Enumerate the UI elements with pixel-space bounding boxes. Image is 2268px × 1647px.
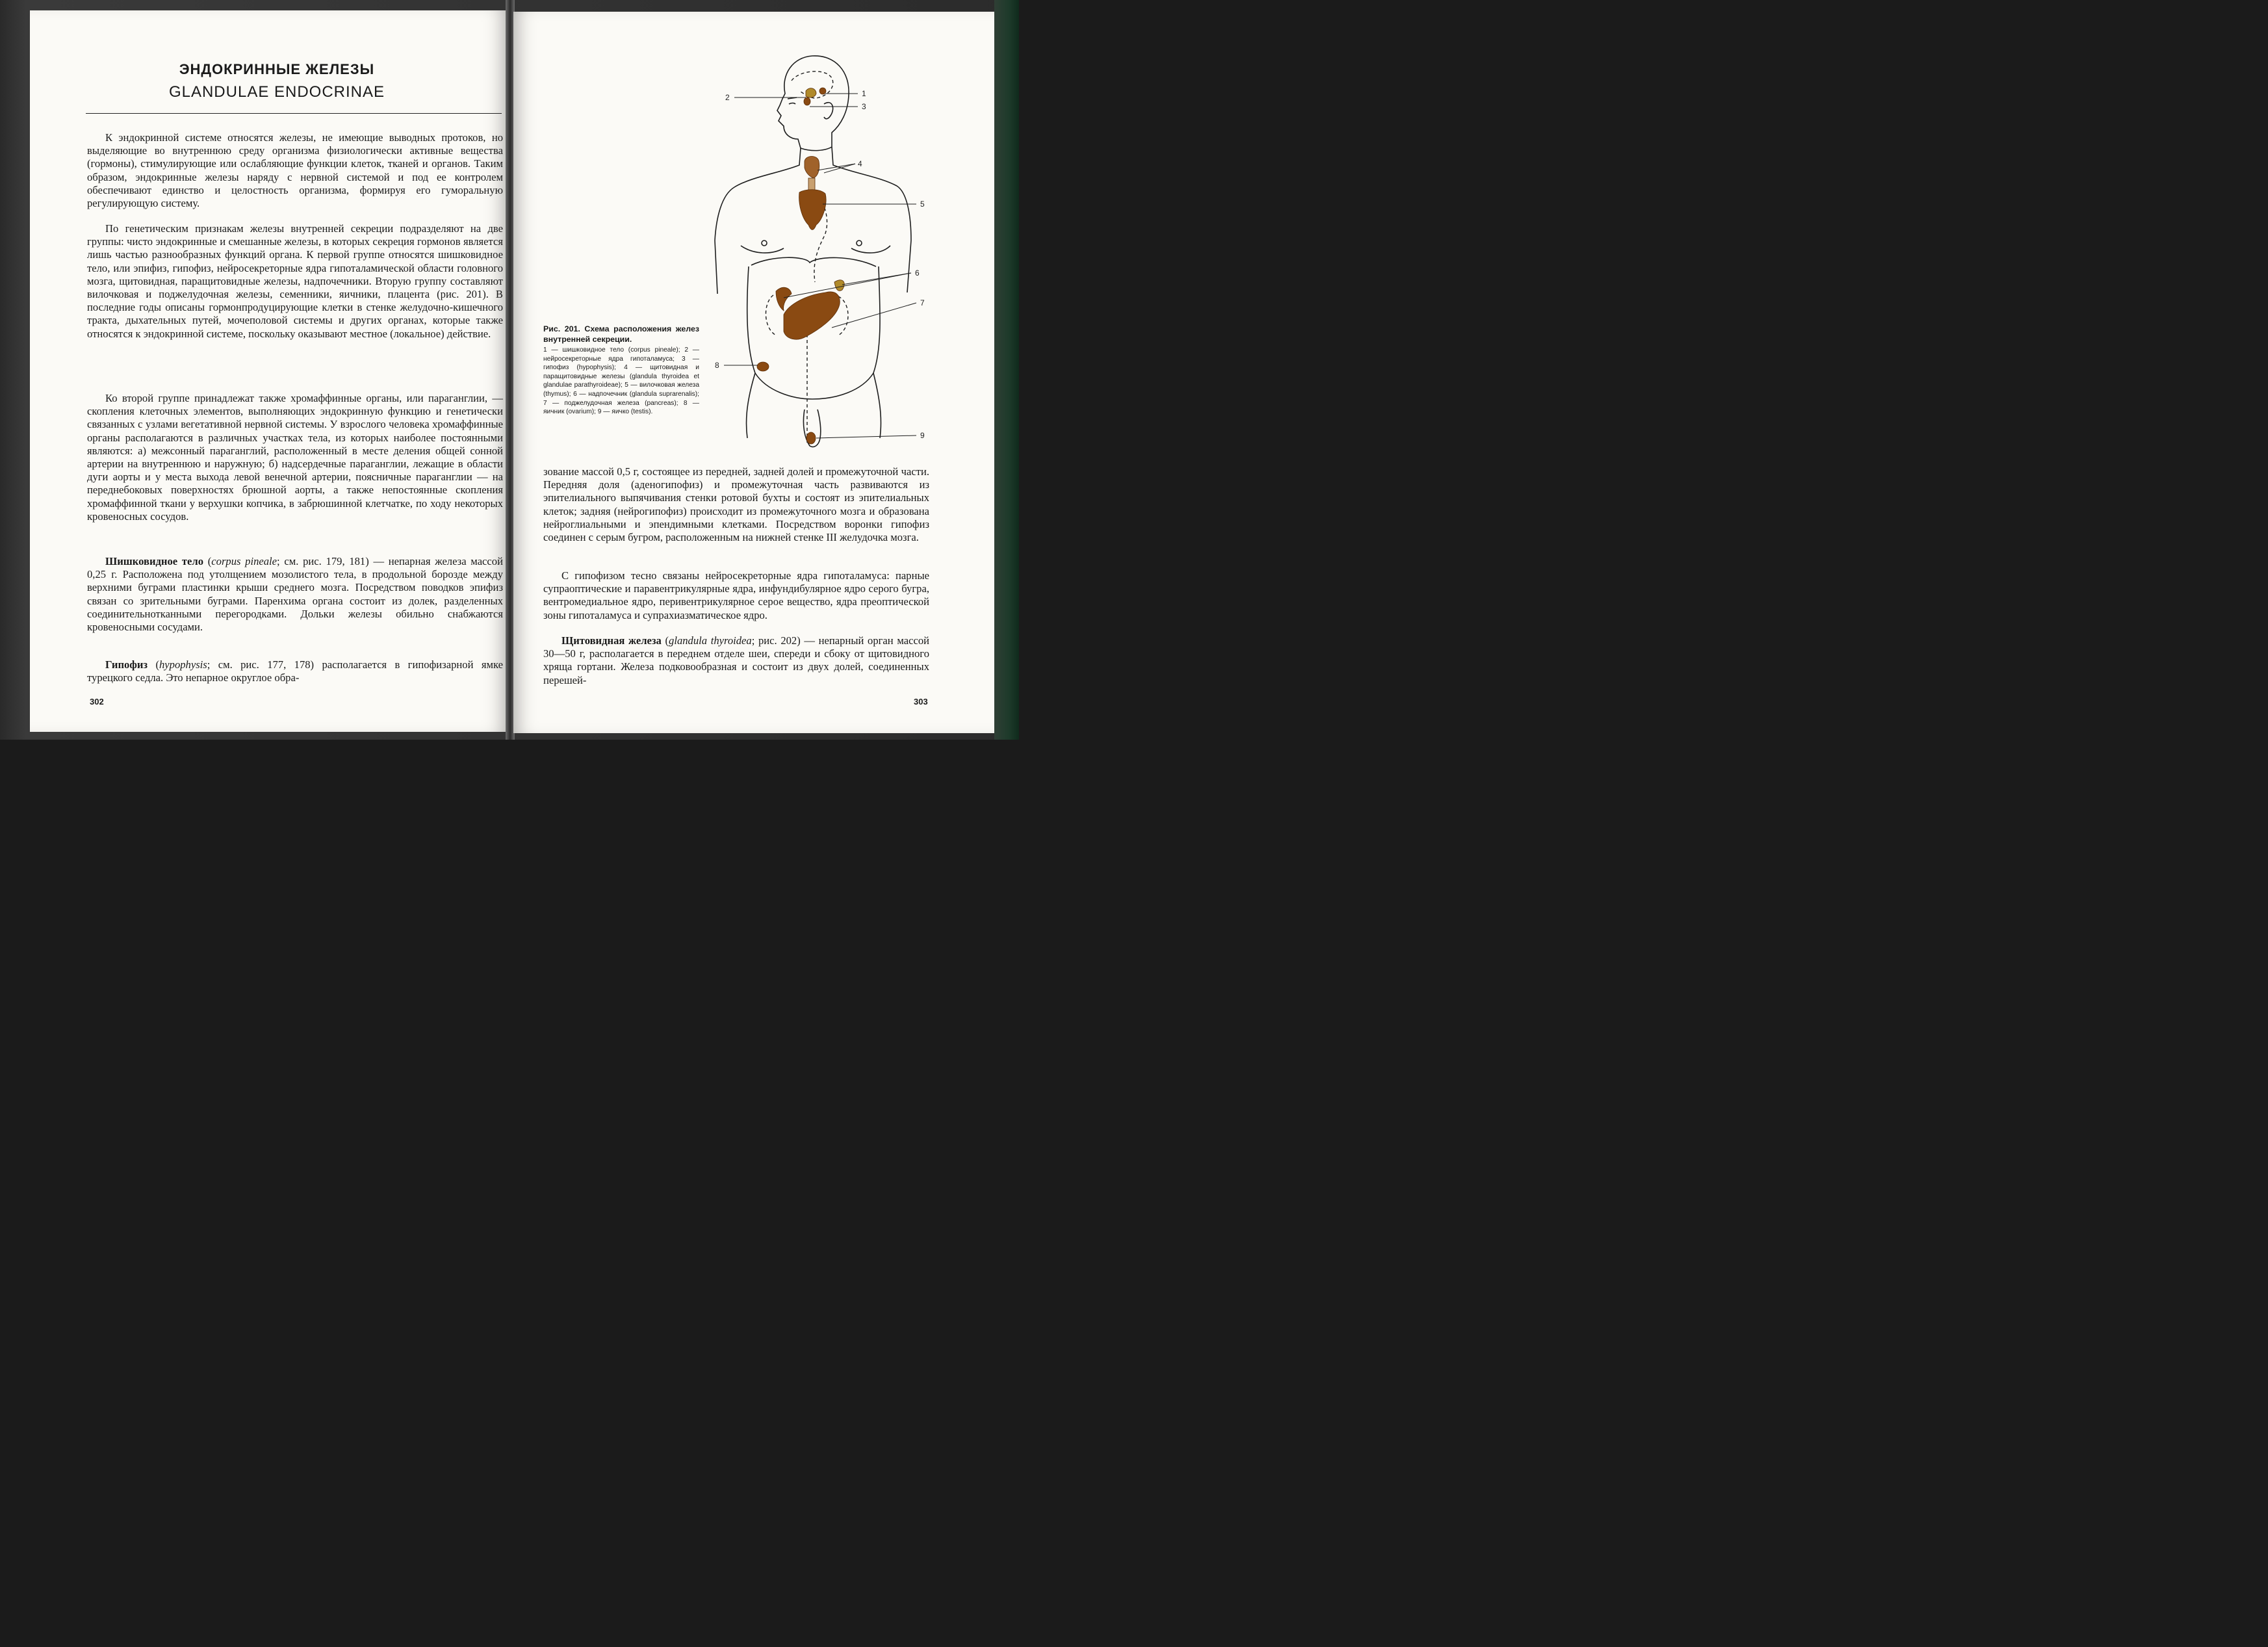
title-rule	[86, 113, 502, 114]
figure-caption-title: Рис. 201. Схема расположения желез внутренней секреции.	[543, 324, 699, 344]
callout-2: 2	[725, 93, 730, 102]
term-hypophysis: Гипофиз	[105, 658, 148, 671]
term-thyroid: Щитовидная железа	[561, 634, 662, 647]
paragraph-3: Ко второй группе принадлежат также хромаффинные органы, или параганглии, — скопления клеточных элементов, выполняющих эндокринную функцию и генетически связанных с узлами вегетативной нервной системы. У взрослого человека хромаффинные органы располагаются в различных участках тела, из которых наиболее постоянными являются: а) межсонный параганглий, расположенный в месте деления общей сонной артерии на внутреннюю и наружную; б) надсердечные параганглии, лежащие в области дуги аорты и у места выхода левой венечной артерии, поясничные параганглии — на переднебоковых поверхностях брюшной аорты, а также непостоянные скопления хромаффинной ткани у верхушки копчика, в забрюшинной клетчатке, по ходу некоторых кровеносных сосудов.	[87, 392, 503, 523]
head-outline	[777, 56, 849, 151]
kidney-left	[766, 295, 776, 335]
callout-5: 5	[920, 200, 925, 209]
torso-outline	[715, 148, 801, 294]
term-hypophysis-latin: hypophysis	[159, 658, 207, 671]
paragraph-1: К эндокринной системе относятся железы, не имеющие выводных протоков, но выделяющие во внутреннюю среду организма физиологически активные вещества (гормоны), стимулирующие или ослабляющие функции клеток, тканей и органов. Таким образом, эндокринные железы наряду с нервной системой и под ее контролем обеспечивают единство и целостность организма, формируя его гуморальную регулирующую систему.	[87, 131, 503, 210]
chapter-title: ЭНДОКРИННЫЕ ЖЕЛЕЗЫ	[179, 61, 375, 77]
callout-4: 4	[858, 159, 862, 168]
term-pineal-latin: corpus pineale	[211, 555, 277, 567]
paragraph-r3: Щитовидная железа (glandula thyroidea; рис. 202) — непарный орган массой 30—50 г, располагается в переднем отделе шеи, спереди и сбоку от щитовидного хряща гортани. Железа подковообразная и состоит из двух долей, соединенных перешей-	[543, 634, 929, 686]
page-number-right: 303	[914, 697, 928, 707]
hypophysis-gland	[804, 97, 810, 105]
callout-1: 1	[862, 89, 866, 98]
paragraph-r1: зование массой 0,5 г, состоящее из передней, задней долей и промежуточной части. Передняя доля (аденогипофиз) и промежуточная часть развиваются из эпителиального выпячивания стенки ротовой бухты и состоят из эпителиальных клеток; задняя (нейрогипофиз) происходит из промежуточного мозга и образована нейроглиальными и эпендимными клетками. Посредством воронки гипофиз соединен с серым бугром, расположенным на нижней стенке III желудочка мозга.	[543, 465, 929, 544]
callout-7: 7	[920, 298, 925, 307]
callout-3: 3	[862, 102, 866, 111]
chapter-title-latin: GLANDULAE ENDOCRINAE	[168, 83, 385, 101]
thymus-gland	[799, 190, 826, 230]
hypothalamus	[806, 88, 816, 97]
pineal-gland	[819, 88, 826, 94]
left-page	[30, 10, 507, 732]
adrenal-right	[834, 280, 844, 291]
paragraph-5: Гипофиз (hypophysis; см. рис. 177, 178) располагается в гипофизарной ямке турецкого седла. Это непарное округлое обра-	[87, 658, 503, 684]
book-spread	[0, 0, 1019, 740]
term-pineal: Шишковидное тело	[105, 555, 204, 567]
right-page	[513, 12, 994, 733]
paragraph-r2: С гипофизом тесно связаны нейросекреторные ядра гипоталамуса: парные супраоптические и паравентрикулярные ядра, инфундибулярное ядро серого бугра, вентромедиальное ядро, перивентрикулярное серое вещество, ядра преоптической зоны гипоталамуса и супрахиазматическое ядро.	[543, 569, 929, 621]
page-number-left: 302	[90, 697, 104, 707]
callout-8: 8	[715, 361, 719, 370]
book-cover-edge	[994, 0, 1019, 740]
term-thyroid-latin: glandula thyroidea	[669, 634, 752, 647]
ear-outline	[824, 103, 833, 119]
endocrine-figure	[708, 48, 968, 464]
pancreas-gland	[784, 292, 840, 339]
callout-6: 6	[915, 268, 920, 278]
figure-caption-body: 1 — шишковидное тело (corpus pineale); 2 — нейросекреторные ядра гипоталамуса; 3 — гипофиз (hypophysis); 4 — щитовидная и паращитовидные железы (glandula thyroidea et glandulae parathyroideae); 5 — вилочковая железа (thymus); 6 — надпочечник (glandula suprarenalis); 7 — поджелудочная железа (pancreas); 8 — яичник (ovarium); 9 — яичко (testis).	[543, 346, 699, 416]
paragraph-2: По генетическим признакам железы внутренней секреции подразделяют на две группы: чисто эндокринные и смешанные железы, в которых секреция гормонов является лишь частью разнообразных функций органа. К первой группе относятся шишковидное тело, или эпифиз, гипофиз, нейросекреторные ядра гипоталамической области головного мозга, щитовидная, паращитовидные железы, надпочечники. Вторую группу составляют вилочковая и поджелудочная железы, семенники, яичники, плацента (рис. 201). В последние годы описаны гормонпродуцирующие клетки в стенке желудочно-кишечного тракта, дыхательных путей, мочеполовой системы и других органах, которые также относятся к эндокринной системе, поскольку оказывают местное (локальное) действие.	[87, 222, 503, 340]
testis-gland	[806, 432, 816, 444]
paragraph-4: Шишковидное тело (corpus pineale; см. рис. 179, 181) — непарная железа массой 0,25 г. Расположена под утолщением мозолистого тела, в продольной борозде между верхними буграми пластинки крыши среднего мозга. Посредством поводков эпифиз связан со зрительными буграми. Паренхима органа состоит из долек, разделенных соединительнотканными перегородками. Дольки железы обильно снабжаются кровеносными сосудами.	[87, 555, 503, 634]
thyroid-gland	[805, 157, 819, 179]
ovary-gland	[757, 362, 769, 371]
callout-9: 9	[920, 431, 925, 440]
